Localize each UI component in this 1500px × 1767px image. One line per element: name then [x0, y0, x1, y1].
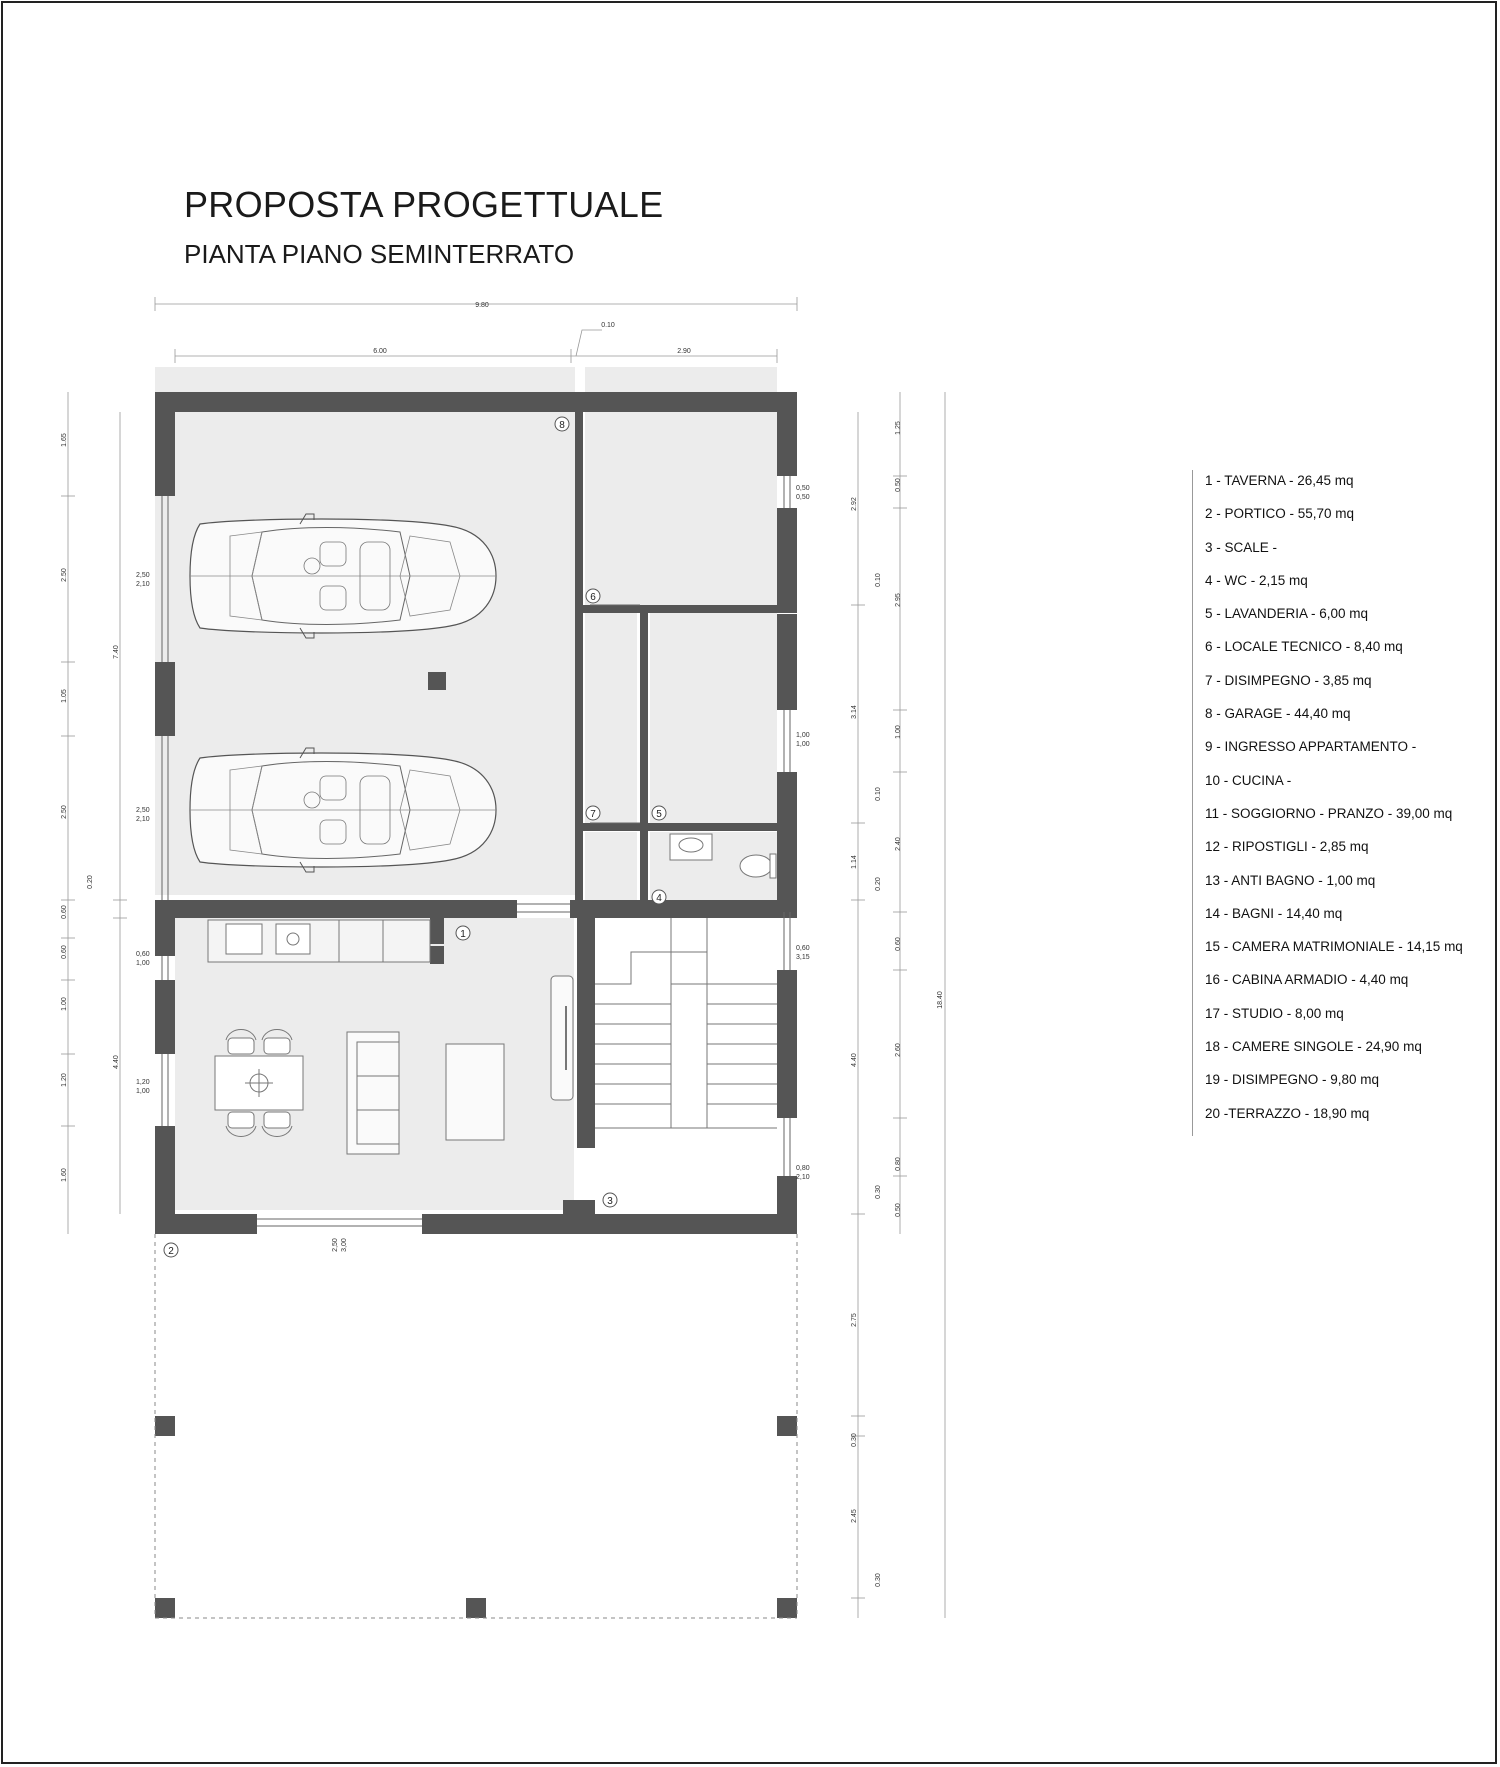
dim-right-outer-6: 4.40 — [851, 1053, 858, 1067]
legend-item: 17 - STUDIO - 8,00 mq — [1205, 1005, 1344, 1021]
room-tag-1: 1 — [460, 929, 466, 940]
dim-left-inner-1: 0.20 — [87, 875, 94, 889]
legend-item: 13 - ANTI BAGNO - 1,00 mq — [1205, 872, 1376, 888]
legend-item: 8 - GARAGE - 44,40 mq — [1205, 706, 1351, 722]
dim-right-inner-0: 1.25 — [895, 421, 902, 435]
opening-bottom-door-h: 3,00 — [341, 1238, 348, 1252]
dim-right-outer-5: 0.20 — [875, 877, 882, 891]
dim-width-right: 2.90 — [677, 348, 691, 355]
opening-tech-h: 0,50 — [796, 494, 810, 501]
opening-laundry-w: 1,00 — [796, 732, 810, 739]
room-tag-8: 8 — [559, 420, 565, 431]
dim-right-outer-10: 2.45 — [851, 1509, 858, 1523]
dim-right-inner-8: 0.50 — [895, 1203, 902, 1217]
dim-right-inner-7: 0.80 — [895, 1157, 902, 1171]
page-title: PROPOSTA PROGETTUALE — [184, 184, 664, 225]
opening-tavern-2-w: 1,20 — [136, 1079, 150, 1086]
dim-right-inner-5: 0.60 — [895, 937, 902, 951]
legend-item: 9 - INGRESSO APPARTAMENTO - — [1205, 739, 1417, 755]
dim-right-outer-11: 0.30 — [875, 1573, 882, 1587]
dim-left-outer-3: 2.50 — [61, 805, 68, 819]
dim-left-inner-0: 7.40 — [113, 645, 120, 659]
dim-left-inner-2: 4.40 — [113, 1055, 120, 1069]
opening-garage-1-w: 2,50 — [136, 572, 150, 579]
dim-width-left: 6.00 — [373, 348, 387, 355]
dim-right-outer-3: 0.10 — [875, 787, 882, 801]
opening-tavern-2-h: 1,00 — [136, 1088, 150, 1095]
dim-overall-width: 9.80 — [475, 302, 489, 309]
room-tag-5: 5 — [656, 809, 662, 820]
legend-item: 1 - TAVERNA - 26,45 mq — [1205, 473, 1354, 488]
legend-item: 15 - CAMERA MATRIMONIALE - 14,15 mq — [1205, 939, 1463, 955]
room-legend — [1192, 470, 1500, 1136]
coffee-table — [446, 1044, 504, 1140]
opening-stair-2-h: 2,10 — [796, 1174, 810, 1181]
legend-item: 2 - PORTICO - 55,70 mq — [1205, 506, 1355, 522]
legend-item: 20 -TERRAZZO - 18,90 mq — [1205, 1105, 1370, 1121]
kitchen-counter — [208, 920, 430, 962]
dim-right-outer-7: 0.30 — [875, 1185, 882, 1199]
legend-item: 14 - BAGNI - 14,40 mq — [1205, 905, 1343, 921]
dim-left-outer-0: 1.65 — [61, 433, 68, 447]
dim-left-outer-1: 2.50 — [61, 568, 68, 582]
opening-garage-2-h: 2,10 — [136, 816, 150, 823]
car-top — [190, 514, 496, 638]
opening-stair-1-h: 3,15 — [796, 954, 810, 961]
opening-laundry-h: 1,00 — [796, 741, 810, 748]
dim-right-inner-1: 0.50 — [895, 478, 902, 492]
dim-left-outer-6: 1.00 — [61, 997, 68, 1011]
legend-item: 10 - CUCINA - — [1205, 772, 1292, 788]
legend-item: 12 - RIPOSTIGLI - 2,85 mq — [1205, 839, 1369, 855]
legend-item: 4 - WC - 2,15 mq — [1205, 572, 1308, 588]
opening-tavern-1-h: 1,00 — [136, 960, 150, 967]
legend-item: 5 - LAVANDERIA - 6,00 mq — [1205, 606, 1369, 622]
room-tag-3: 3 — [607, 1196, 613, 1207]
room-tag-7: 7 — [590, 809, 596, 820]
opening-stair-1-w: 0,60 — [796, 945, 810, 952]
room-tag-6: 6 — [590, 592, 596, 603]
dim-overall-height: 18.40 — [937, 991, 944, 1009]
dim-left-outer-8: 1.60 — [61, 1168, 68, 1182]
portico-outline — [155, 1234, 797, 1618]
dim-right-outer-0: 2.92 — [851, 497, 858, 511]
car-bottom — [190, 748, 496, 872]
legend-item: 18 - CAMERE SINGOLE - 24,90 mq — [1205, 1039, 1422, 1055]
legend-item: 19 - DISIMPEGNO - 9,80 mq — [1205, 1072, 1380, 1088]
dim-right-inner-6: 2.60 — [895, 1043, 902, 1057]
legend-item: 11 - SOGGIORNO - PRANZO - 39,00 mq — [1205, 805, 1453, 821]
opening-stair-2-w: 0,80 — [796, 1165, 810, 1172]
opening-bottom-door-w: 2,50 — [332, 1238, 339, 1252]
dim-left-outer-5: 0.60 — [61, 945, 68, 959]
sofa — [347, 1032, 399, 1154]
dim-right-outer-8: 2.75 — [851, 1313, 858, 1327]
dim-right-outer-9: 0.30 — [851, 1433, 858, 1447]
dim-right-inner-3: 1.00 — [895, 725, 902, 739]
dim-right-inner-2: 2.95 — [895, 593, 902, 607]
dim-left-outer-2: 1.05 — [61, 689, 68, 703]
dim-left-outer-4: 0.60 — [61, 905, 68, 919]
room-tag-2: 2 — [168, 1246, 174, 1257]
dim-right-outer-2: 3.14 — [851, 705, 858, 719]
opening-garage-2-w: 2,50 — [136, 807, 150, 814]
opening-garage-1-h: 2,10 — [136, 581, 150, 588]
dim-wall-gap: 0.10 — [601, 322, 615, 329]
legend-item: 6 - LOCALE TECNICO - 8,40 mq — [1205, 639, 1403, 655]
legend-item: 7 - DISIMPEGNO - 3,85 mq — [1205, 672, 1372, 688]
room-tag-4: 4 — [656, 893, 662, 904]
legend-item: 3 - SCALE - — [1205, 539, 1278, 555]
page-subtitle: PIANTA PIANO SEMINTERRATO — [184, 239, 575, 269]
tv-unit — [551, 976, 573, 1100]
dim-right-inner-4: 2.40 — [895, 837, 902, 851]
dim-left-outer-7: 1.20 — [61, 1073, 68, 1087]
legend-item: 16 - CABINA ARMADIO - 4,40 mq — [1205, 972, 1409, 988]
dim-right-outer-4: 1.14 — [851, 855, 858, 869]
dim-right-outer-1: 0.10 — [875, 573, 882, 587]
opening-tech-w: 0,50 — [796, 485, 810, 492]
opening-tavern-1-w: 0,60 — [136, 951, 150, 958]
